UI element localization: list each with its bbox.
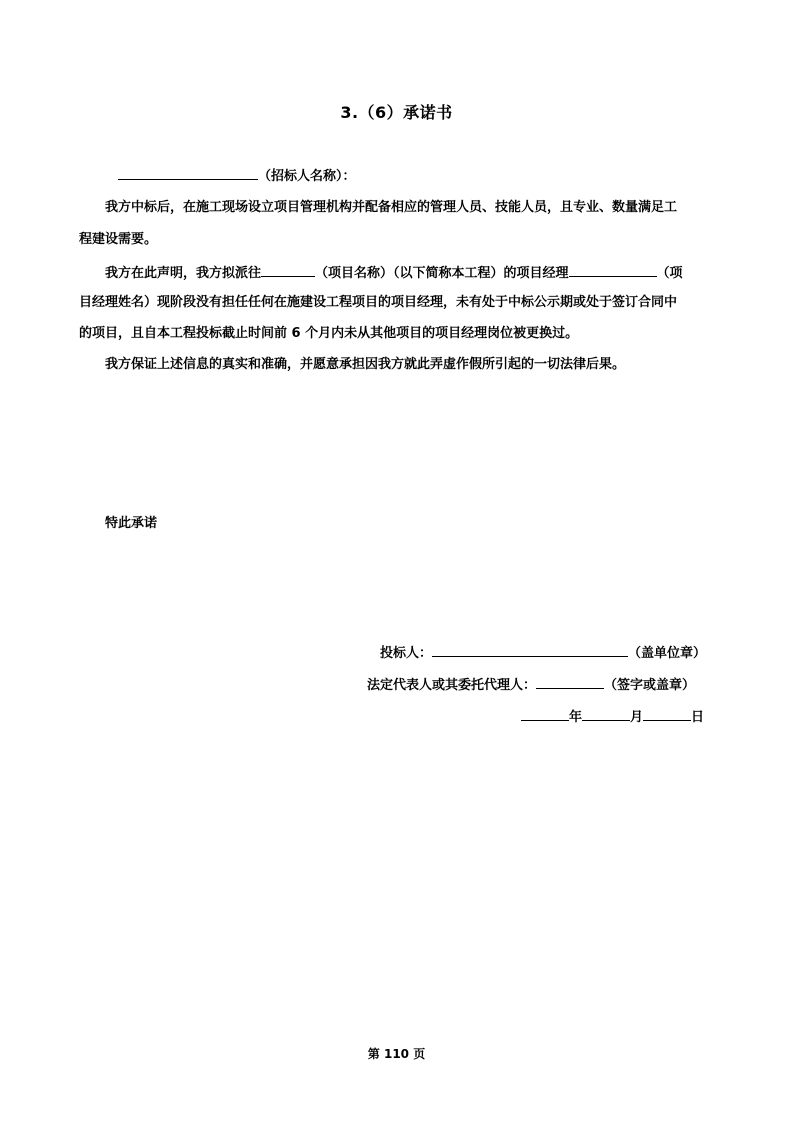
para2-line3: 的项目，且自本工程投标截止时间前 6 个月内未从其他项目的项目经理岗位被更换过。 (79, 326, 579, 341)
month-label: 月 (630, 710, 644, 725)
para1-line2: 程建设需要。 (79, 232, 158, 247)
year-blank[interactable] (521, 706, 569, 721)
addressee-label: （招标人名称）： (258, 169, 356, 184)
addressee-line (118, 165, 356, 183)
manager-name-blank[interactable] (569, 262, 657, 277)
bidder-line (380, 642, 706, 660)
representative-line (367, 674, 695, 692)
para2-line2: 目经理姓名）现阶段没有担任任何在施建设工程项目的项目经理，未有处于中标公示期或处于签订合同中 (79, 295, 678, 310)
para2-text-b: （项目名称）（以下简称本工程）的项目经理 (315, 266, 569, 281)
day-label: 日 (691, 710, 705, 725)
rep-sign: （签字或盖章） (604, 678, 696, 693)
page-number: 第 110 页 (367, 1047, 426, 1061)
para3: 我方保证上述信息的真实和准确，并愿意承担因我方就此弄虚作假所引起的一切法律后果。 (105, 357, 626, 372)
day-blank[interactable] (643, 706, 691, 721)
month-blank[interactable] (582, 706, 630, 721)
para2-line1 (105, 262, 683, 280)
project-name-blank[interactable] (261, 262, 315, 277)
page-title: 3.（6）承诺书 (340, 103, 453, 122)
bidder-seal: （盖单位章） (628, 646, 707, 661)
date-line (521, 706, 704, 724)
para1-line1: 我方中标后，在施工现场设立项目管理机构并配备相应的管理人员、技能人员，且专业、数量满足工 (105, 200, 678, 215)
para2-text-a: 我方在此声明，我方拟派往 (105, 266, 262, 281)
rep-blank[interactable] (536, 674, 604, 689)
bidder-label: 投标人： (380, 646, 433, 661)
addressee-blank[interactable] (118, 165, 258, 180)
closing-text: 特此承诺 (105, 516, 158, 531)
year-label: 年 (569, 710, 583, 725)
rep-label: 法定代表人或其委托代理人： (367, 678, 537, 693)
bidder-blank[interactable] (432, 642, 628, 657)
para2-text-c: （项 (656, 266, 683, 281)
